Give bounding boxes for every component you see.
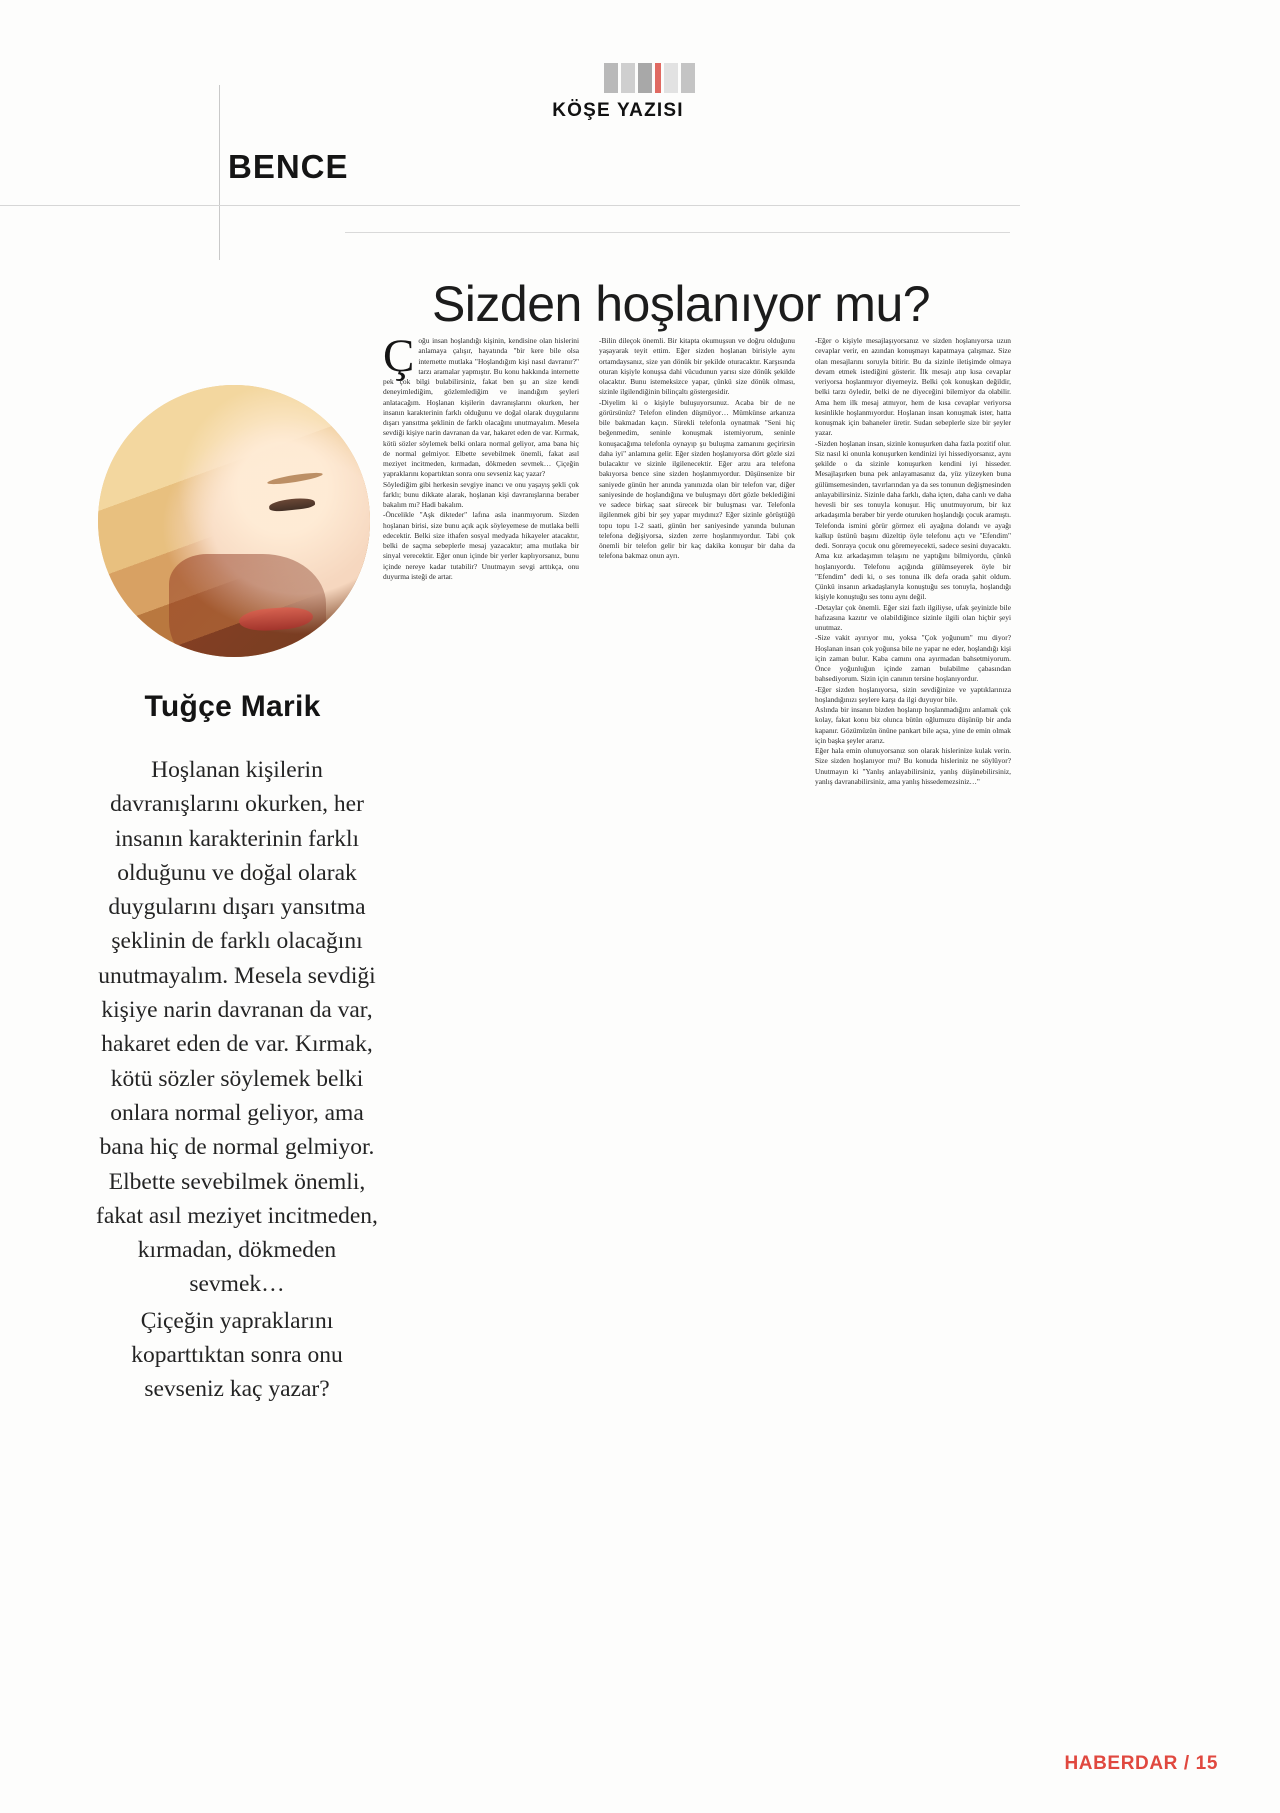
body-paragraph [815,705,1011,746]
body-paragraph [815,685,1011,706]
publication-name: HABERDAR [1064,1753,1178,1774]
body-text: Aslında bir insanın bizden hoşlanıp hoşlanmadığını anlamak çok kolay, fakat konu biz olunca bütün oğlumuzu düşünüp bir anda kapanır. Gözümüzün önüne pankart bile açsa, yine de emin olmak için başka şeyler ararız. [815,705,1011,745]
kicker-label: KÖŞE YAZISI [552,100,684,121]
body-column-2 [599,336,795,1726]
body-text: -Sizden hoşlanan insan, sizinle konuşurken daha fazla pozitif olur. Siz nasıl ki onunla konuşurken kendinizi iyi hissediyorsanız, aynı şekilde o da sizinle konuşurken kendini iyi hisseder. Mesajlaşırken buna pek anlayamasanız da, yüz yüzeyken buna gülümsemesinden, tavırlarından ya da ses tonunun değişmesinden anlayabilirsiniz. Sizinle daha farklı, daha içten, daha canlı ve daha hevesli bir ses tonuyla konuşur. Hiç unutmuyorum, bir kız arkadaşımla beraber bir yerde oturuken hoşlandığı çocuk aramıştı. Telefonda ismini görür görmez eli ayağına dolandı ve ayağı kalkıp üstünü başını düzeltip öyle telefonu açtı ve "Efendim" dedi. Sonraya çocuk onu göremeyecekti, sadece sesini duyacaktı. Ama kız arkadaşımın telaşını ne yaptığını bilmiyordu, çünkü hoşlanıyordu. Telefonu açığında gülümseyerek öyle bir "Efendim" dedi ki, o ses tonuna ilk defa orada şahit oldum. Çünkü insanın arkadaşlarıyla konuştuğu ses tonuyla, hoşlandığı kişiyle konuştuğu ses tonu aynı değil. [815,438,1011,602]
body-text: Eğer hala emin olunuyorsanız son olarak hislerinize kulak verin. Size sizden hoşlanıyor mu? Bu konuda hisleriniz ne söylüyor? Unutmayın ki "Yanlış anlayabilirsiniz, yanlış düşünebilirsiniz, yanlış davranabilirsiniz, ama yanlış hissedemezsiniz…" [815,746,1011,786]
horizontal-divider-headline [345,232,1010,233]
body-text: -Bilin dileçok önemli. Bir kitapta okumuşsun ve doğru olduğunu yaşayarak teyit ettim. Eğer sizden hoşlanan birisiyle aynı ortamdaysanız, size yan dönük bir şekilde oturacaktır. Karşısında oturan kişiyle konuşsa dahi vücudunun yarısı size dönük şekilde olacaktır. Bunu istemeksizce yapar, çünkü size dönük olması, sizinle ilgilendiğinin bilinçaltı göstergesidir. [599,336,795,397]
section-title: BENCE [228,148,349,185]
pull-quote [92,753,382,1407]
body-paragraph [383,480,579,511]
color-swatch-bars [604,63,695,93]
author-name: Tuğçe Marik [144,690,321,723]
body-paragraph [383,336,579,480]
body-paragraph [815,603,1011,634]
swatch-1 [604,63,618,93]
body-text: oğu insan hoşlandığı kişinin, kendisine olan hislerini anlamaya çalışır, hayatında "bir kere bile olsa internette mutlaka "Hoşlandığım kişi nasıl davranır?" tarzı aramalar yapmıştır. Bu konu hakkında internette pek çok bilgi bulabilirsiniz, fakat ben şu an size kendi deneyimlediğim, gözlemlediğim ve inandığım şeyleri anlatacağım. Hoşlanan kişilerin davranışlarını okurken, her insanın karakterinin farklı olduğunu ve doğal olarak duygularını dışarı yansıtma şeklinin de farklı olacağını unutmayalım. Mesela sevdiği kişiye narin davranan da var, hakaret eden de var. Kırmak, kötü sözler söylemek belki onlara normal geliyor, ama bana hiç de normal gelmiyor. Elbette sevebilmek önemli, fakat asıl meziyet incitmeden, kırmadan, dökmeden sevmek… Çiçeğin yapraklarını kopartıktan sonra onu sevseniz kaç yazar? [383,336,579,479]
vertical-divider [219,85,220,260]
photo-detail-eye [269,497,316,513]
photo-detail-shadow [169,554,327,657]
page-footer [1064,1753,1218,1775]
body-paragraph [599,336,795,398]
swatch-3 [638,63,652,93]
body-text: -Detaylar çok önemli. Eğer sizi fazlı ilgiliyse, ufak şeyinizle bile hafızasına kazıtır ve olabildiğince sizinle ilgili olan hiçbir şeyi unutmaz. [815,602,1011,632]
page-number: 15 [1195,1753,1218,1774]
body-text: -Size vakit ayırıyor mu, yoksa "Çok yoğunum" mu diyor? Hoşlanan insan çok yoğunsa bile ne yapar ne eder, hoşlandığı kişi için zaman bulur. Kaba camını ona ayırmadan bahsetmiyorum. Önce yoğunluğun içinde zaman bulabilme çabasından bahsediyorum. Sizin için canının tersine hoşlanıyordur. [815,633,1011,684]
horizontal-divider-top [0,205,1020,206]
swatch-2 [621,63,635,93]
photo-detail-brow [266,470,322,486]
pull-quote-part-1: Hoşlanan kişilerin davranışlarını okurken, her insanın karakterinin farklı olduğunu ve doğal olarak duygularını dışarı yansıtma şeklinin de farklı olacağını unutmayalım. Mesela sevdiği kişiye narin davranan da var, hakaret eden de var. Kırmak, kötü sözler söylemek belki onlara normal geliyor, ama bana hiç de normal gelmiyor. Elbette sevebilmek önemli, fakat asıl meziyet incitmeden, kırmadan, dökmeden sevmek… [96,757,378,1298]
swatch-6 [681,63,695,93]
body-column-1 [383,336,579,1726]
body-paragraph [815,336,1011,439]
body-text: -Diyelim ki o kişiyle buluşuyorsunuz. Acaba bir de ne görürsünüz? Telefon elinden düşmüyor… Mümkünse arkanıza bile bakmadan kaçın. Sürekli telefonla oynatmak "Seni hiç beğenmedim, seninle konuşmak istemiyorum, seninle konuşacağıma telefonla oynayıp şu buluşma zamanını geçirirsin daha iyi" anlamına gelir. Eğer sizden hoşlanıyorsa dört gözle sizi bulacaktır ve sizinle ilgilenecektir. Eğer arzu ara telefona bakıyorsa bence sine sizden hoşlanmıyordur. Düşünsenize bir saniyede günün her anında yanınızda olan bir telefon var, diğer saniyesinde de hoşlandığına ve buluşmayı dört gözle beklediğini ve sadece birkaç saat sürecek bir buluşması var. Telefonla ilgilenmek gibi bir şey yapar mıydınız? Eğer sizinle görüştüğü topu topu 1-2 saati, günün her saniyesinde yanında bulunan telefona değişiyorsa, sizden zerre hoşlanmıyordur. Tabi çok önemli bir telefon gelir bir kaç dakika konuşur bir daha da telefona bakmaz onun ayrı. [599,397,795,561]
body-column-3 [815,336,1011,1726]
page-title: Sizden hoşlanıyor mu? [431,275,931,332]
drop-cap: Ç [383,336,415,382]
body-text: -Eğer o kişiyle mesajlaşıyorsanız ve sizden hoşlanıyorsa uzun cevaplar verir, en azından konuşmayı kapatmaya çalışmaz. Size olan mesajlarını soruyla bitirir. Bu da sizinle iletişimde olmaya devam etmek istediğini gösterir. İlk mesajı atıp kısa cevaplar veriyorsa hoşlanmıyor diyemeyiz. Belki çok konuşkan değildir, belki tarzı öyledir, belki de ne diyeceğini bilemiyor da olabilir. Ama hem ilk mesaj atmıyor, hem de kısa cevaplar veriyorsa kesinlikle hoşlanmıyordur. Hoşlanan insan konuşmak ister, hatta konuşmak için bahaneler üretir. Sudan sebeplerle size bir şeyler yazar. [815,336,1011,438]
swatch-5 [664,63,678,93]
body-text: -Eğer sizden hoşlanıyorsa, sizin sevdiğinize ve yaptıklarınıza hoşlandığınızı şeylere karşı da ilgi duyuyor bile. [815,684,1011,704]
pull-quote-part-2: Çiçeğin yapraklarını koparttıktan sonra onu sevseniz kaç yazar? [131,1307,343,1403]
footer-separator: / [1183,1753,1190,1774]
body-paragraph [599,398,795,562]
body-columns [383,336,1013,1726]
author-photo-image [98,385,370,657]
body-text: -Öncelikle "Aşk dikteder" lafına asla inanmıyorum. Sizden hoşlanan birisi, size bunu açık açık söyleyemese de mutlaka belli edecektir. Belki size ithafen sosyal medyada hikayeler atacaktır, belki de saçma sebeplerle mesaj yazacaktır; ama mutlaka bir sinyal verecektir. Eğer onun içinde bir yerler kaplıyorsanız, bunu içinde nereye kadar tutabilir? Unutmayın sevgi arttıkça, onu duyurma isteği de artar. [383,510,579,581]
body-text: Söylediğim gibi herkesin sevgiye inancı ve onu yaşayış şekli çok farklı; bunu dikkate alarak, hoşlanan kişi davranışlarına beraber bakalım mı? Hadi bakalım. [383,479,579,509]
body-paragraph [815,746,1011,787]
body-paragraph [383,510,579,582]
body-paragraph [815,633,1011,684]
swatch-4 [655,63,661,93]
author-photo [98,385,370,657]
body-paragraph [815,439,1011,603]
